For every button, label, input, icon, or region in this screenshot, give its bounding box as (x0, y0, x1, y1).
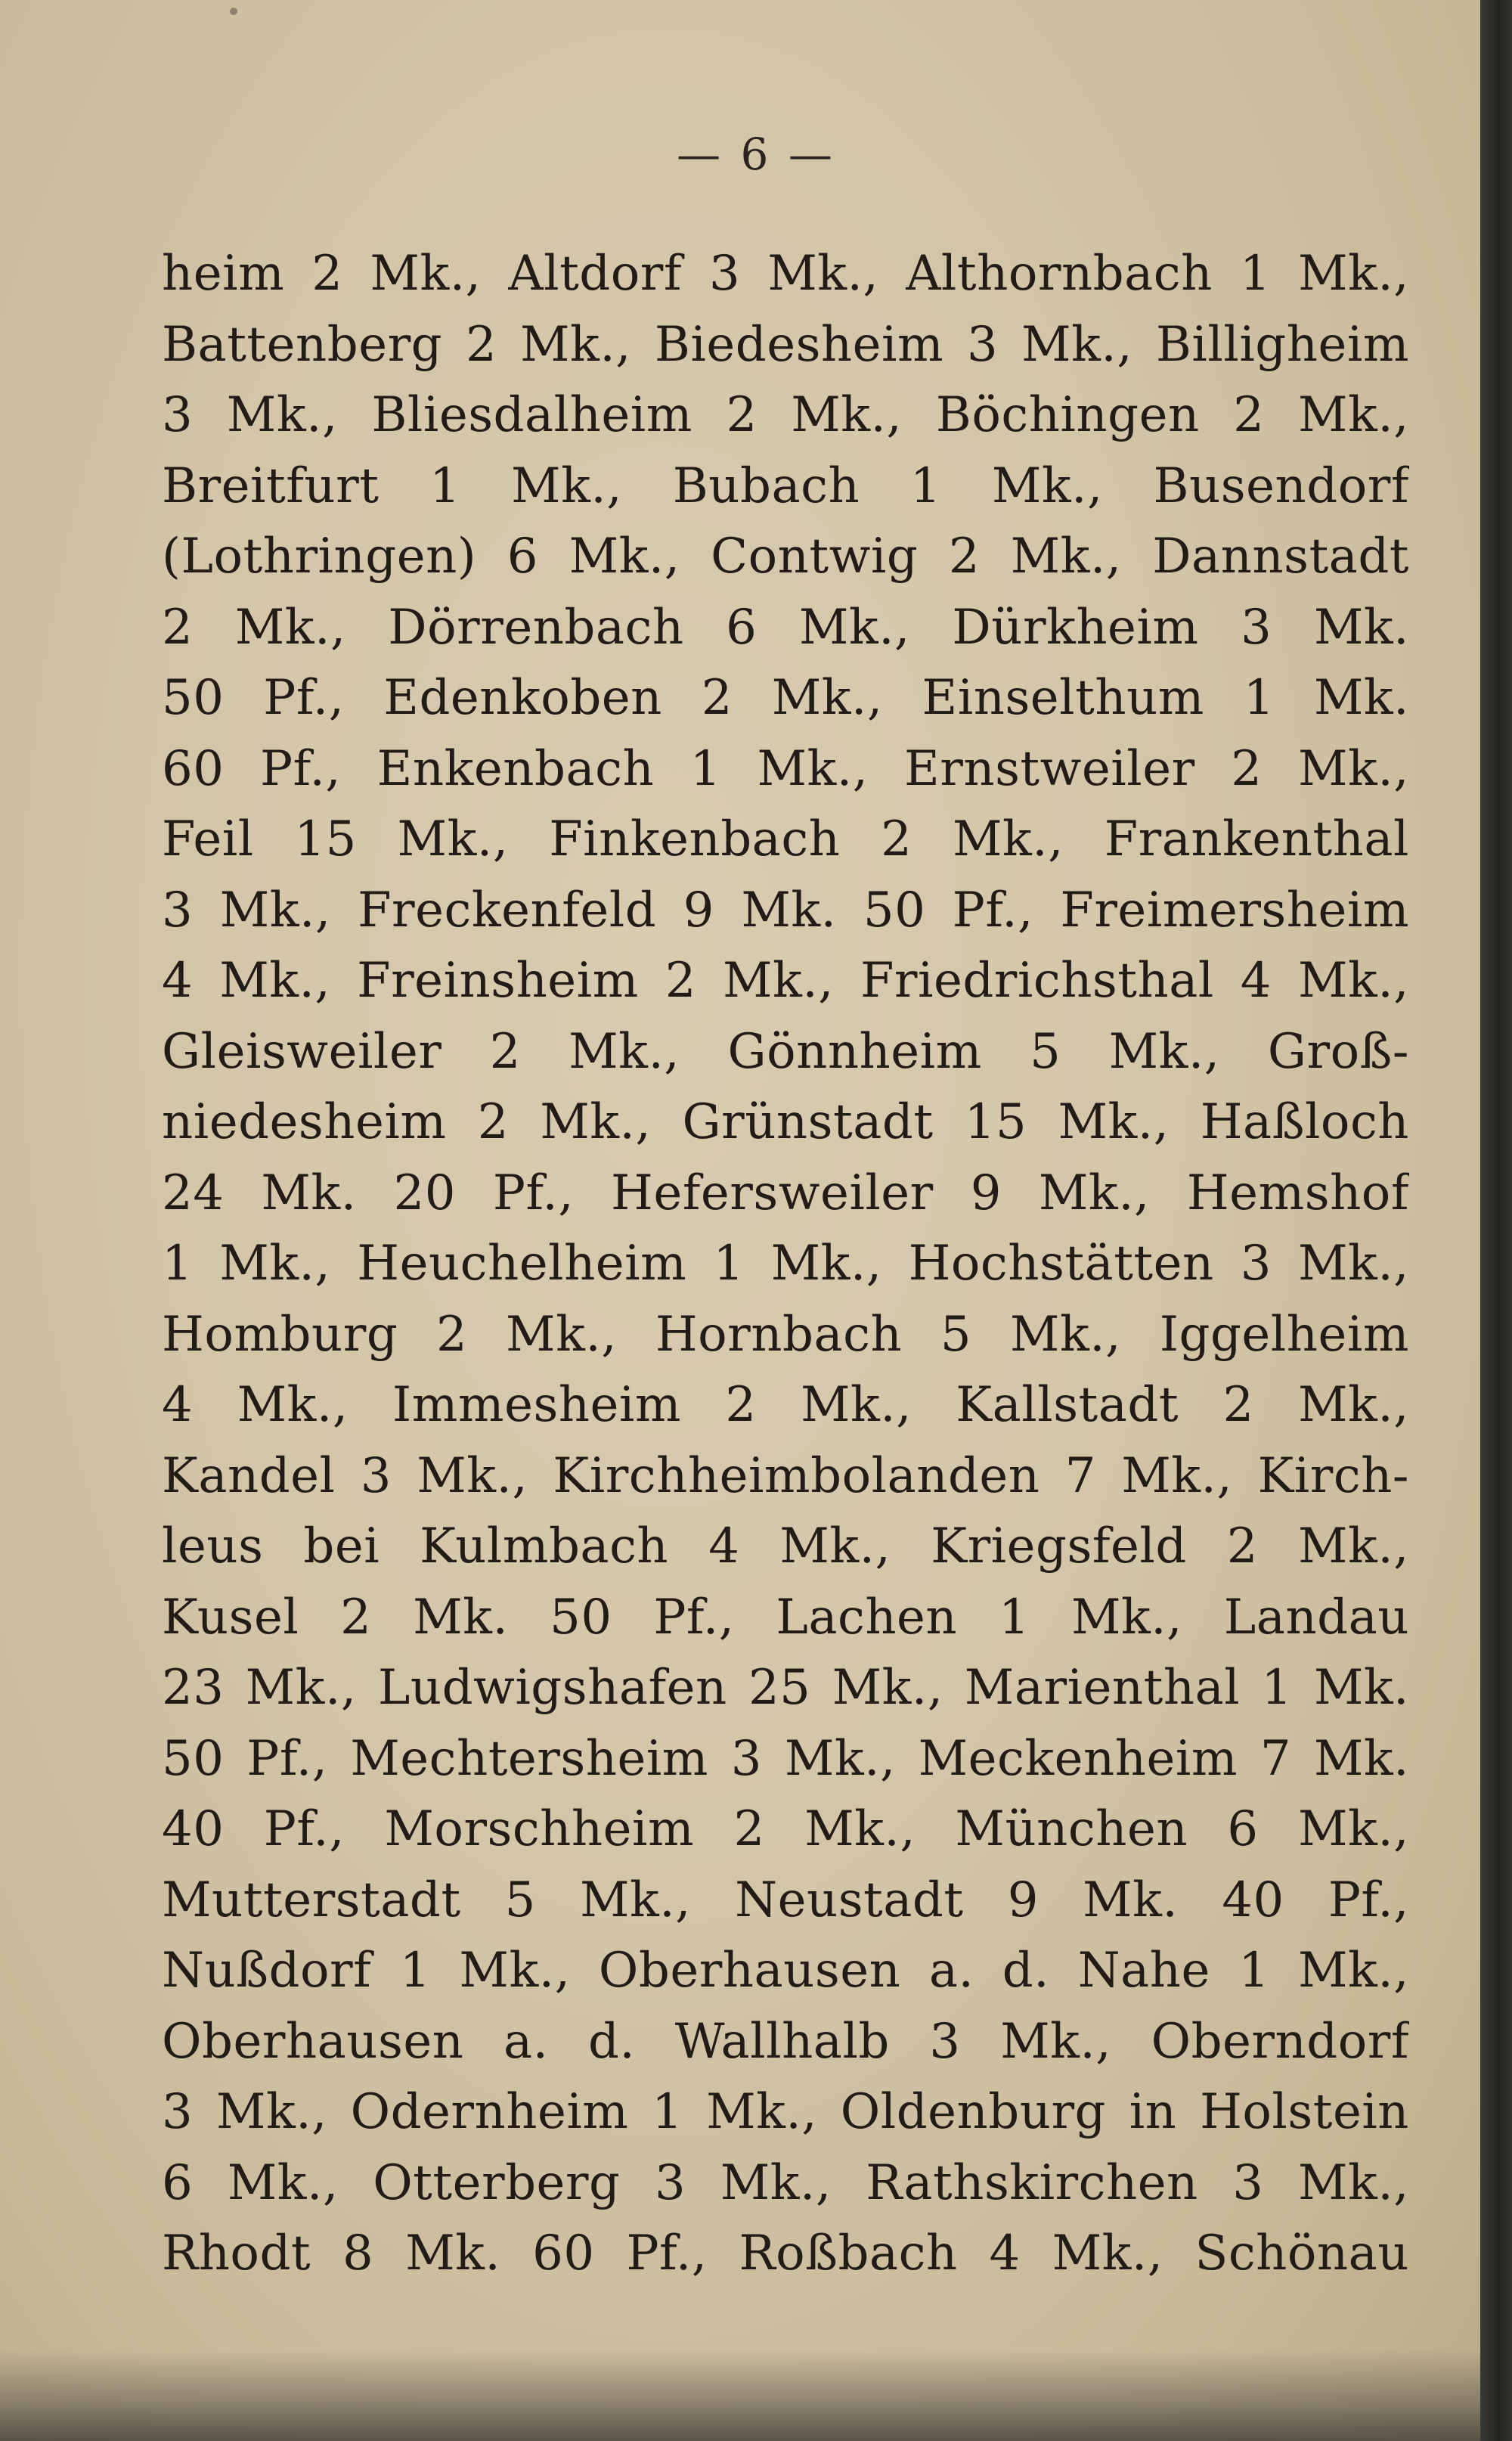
page-number: — 6 — (677, 129, 835, 180)
text-line: Homburg 2 Mk., Hornbach 5 Mk., Iggelheim (162, 1306, 1409, 1363)
text-line: heim 2 Mk., Altdorf 3 Mk., Althornbach 1 Mk., (162, 246, 1409, 302)
text-line: 50 Pf., Mechtersheim 3 Mk., Meckenheim 7 Mk. (162, 1730, 1409, 1787)
text-line: leus bei Kulmbach 4 Mk., Kriegsfeld 2 Mk., (162, 1518, 1409, 1574)
text-line: Feil 15 Mk., Finkenbach 2 Mk., Frankenthal (162, 811, 1409, 867)
text-line: Kandel 3 Mk., Kirchheimbolanden 7 Mk., Kirch- (162, 1447, 1409, 1504)
text-line: 1 Mk., Heuchelheim 1 Mk., Hochstätten 3 Mk., (162, 1236, 1409, 1292)
text-line: (Lothringen) 6 Mk., Contwig 2 Mk., Dannstadt (162, 529, 1409, 585)
text-line: 3 Mk., Freckenfeld 9 Mk. 50 Pf., Freimersheim (162, 882, 1409, 938)
text-line: Nußdorf 1 Mk., Oberhausen a. d. Nahe 1 Mk., (162, 1943, 1409, 1999)
text-line: 40 Pf., Morschheim 2 Mk., München 6 Mk., (162, 1801, 1409, 1857)
text-line: 24 Mk. 20 Pf., Hefersweiler 9 Mk., Hemshof (162, 1165, 1409, 1221)
text-line: Oberhausen a. d. Wallhalb 3 Mk., Oberndorf (162, 2013, 1409, 2070)
page-bottom-edge (0, 2350, 1480, 2441)
book-spine-shadow (1480, 0, 1512, 2441)
text-line: 4 Mk., Immesheim 2 Mk., Kallstadt 2 Mk., (162, 1377, 1409, 1433)
text-line: 23 Mk., Ludwigshafen 25 Mk., Marienthal 1 Mk. (162, 1660, 1409, 1716)
text-line: Battenberg 2 Mk., Biedesheim 3 Mk., Billigheim (162, 316, 1409, 373)
text-line: 4 Mk., Freinsheim 2 Mk., Friedrichsthal 4 Mk., (162, 953, 1409, 1009)
text-line: Gleisweiler 2 Mk., Gönnheim 5 Mk., Groß- (162, 1023, 1409, 1080)
text-line: Breitfurt 1 Mk., Bubach 1 Mk., Busendorf (162, 457, 1409, 514)
text-line: Mutterstadt 5 Mk., Neustadt 9 Mk. 40 Pf., (162, 1872, 1409, 1928)
text-line: 2 Mk., Dörrenbach 6 Mk., Dürkheim 3 Mk. (162, 599, 1409, 656)
text-line: 3 Mk., Odernheim 1 Mk., Oldenburg in Holstein (162, 2084, 1409, 2140)
text-line: 6 Mk., Otterberg 3 Mk., Rathskirchen 3 Mk., (162, 2154, 1409, 2211)
text-line: 60 Pf., Enkenbach 1 Mk., Ernstweiler 2 Mk., (162, 740, 1409, 797)
text-line: 50 Pf., Edenkoben 2 Mk., Einselthum 1 Mk. (162, 670, 1409, 726)
text-line: niedesheim 2 Mk., Grünstadt 15 Mk., Haßloch (162, 1094, 1409, 1150)
paper-speck (230, 8, 237, 15)
text-line: 3 Mk., Bliesdalheim 2 Mk., Böchingen 2 Mk., (162, 387, 1409, 443)
text-line: Kusel 2 Mk. 50 Pf., Lachen 1 Mk., Landau (162, 1589, 1409, 1645)
text-line: Rhodt 8 Mk. 60 Pf., Roßbach 4 Mk., Schönau (162, 2225, 1409, 2281)
donation-list-text (162, 239, 1409, 2290)
